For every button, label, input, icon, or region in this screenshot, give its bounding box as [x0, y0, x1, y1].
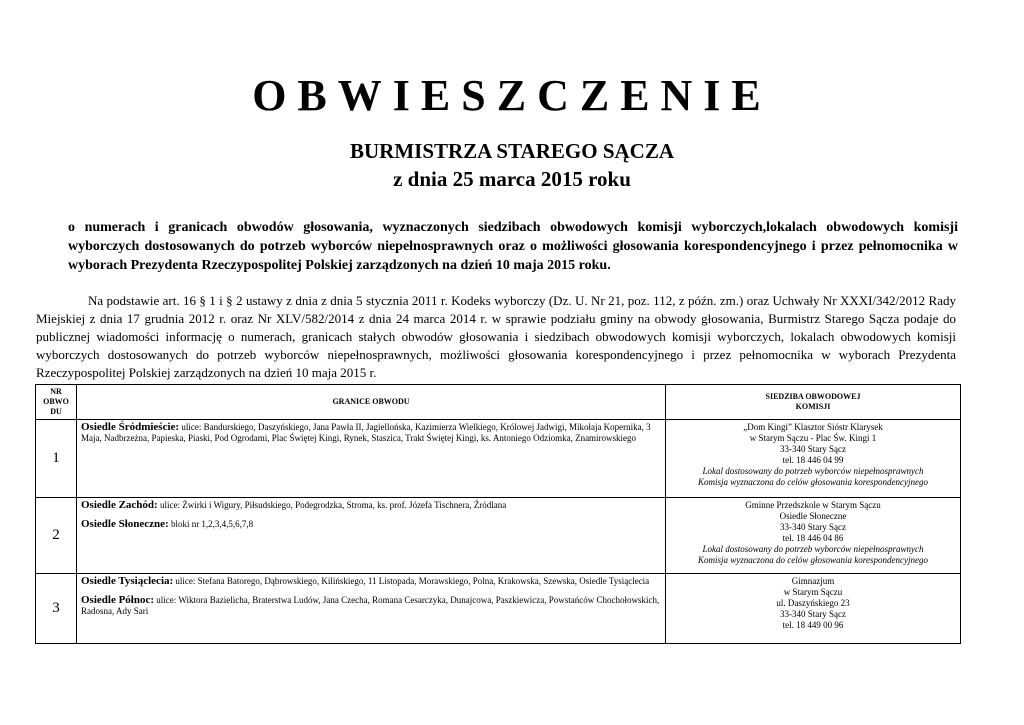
seat-line: w Starym Sączu - Plac Św. Kingi 1	[749, 433, 877, 443]
estate-name: Osiedle Słoneczne:	[81, 518, 169, 530]
seat-line: Gimnazjum	[791, 576, 835, 586]
seat-line: „Dom Kingi” Klasztor Sióstr Klarysek	[743, 422, 883, 432]
area	[81, 595, 661, 617]
seat-line: 33-340 Stary Sącz	[780, 609, 846, 619]
street-list: ulice: Stefana Batorego, Dąbrowskiego, Kilińskiego, 11 Listopada, Morawskiego, Polna, Krakowska, Szewska, Osiedle Tysiąclecia	[175, 576, 650, 586]
estate-name: Osiedle Północ:	[81, 594, 155, 606]
seat-line: tel. 18 446 04 99	[782, 455, 844, 465]
district-number: 1	[36, 420, 77, 498]
page-title: OBWIESZCZENIE	[252, 71, 772, 120]
date-heading: z dnia 25 marca 2015 roku	[393, 167, 631, 191]
table-header-row	[36, 385, 961, 420]
header-nr: NR OBWO DU	[36, 385, 77, 420]
seat-line: 33-340 Stary Sącz	[780, 522, 846, 532]
seat-line: tel. 18 446 04 86	[782, 533, 844, 543]
street-list: ulice: Żwirki i Wigury, Piłsudskiego, Podegrodzka, Stroma, ks. prof. Józefa Tischnera, Źródlana	[159, 500, 507, 510]
accessibility-note: Lokal dostosowany do potrzeb wyborców niepełnosprawnych	[702, 544, 924, 554]
commission-seat	[666, 420, 961, 498]
postal-vote-note: Komisja wyznaczona do celów głosowania korespondencyjnego	[698, 477, 928, 487]
area	[81, 500, 661, 511]
seat-line: tel. 18 449 00 96	[782, 620, 844, 630]
legal-basis-text: Na podstawie art. 16 § 1 i § 2 ustawy z dnia z dnia 5 stycznia 2011 r. Kodeks wyborczy (Dz. U. Nr 21, poz. 112, z późn. zm.) oraz Uchwały Nr XXXI/342/2012 Rady Miejskiej z dnia 17 grudnia 2012 r. oraz Nr XLV/582/2014 z dnia 24 marca 2014 r. w sprawie podziału gminy na obwody głosowania, Burmistrz Starego Sącza podaje do publicznej wiadomości informację o numerach, granicach stałych obwodów głosowania i siedzibach obwodowych komisji wyborczych, lokalach obwodowych komisji wyborczych dostosowanych do potrzeb wyborców niepełnosprawnych, możliwości głosowania korespondencyjnego i przez pełnomocnika w wyborach Prezydenta Rzeczypospolitej Polskiej zarządzonych na dzień 10 maja 2015 r.	[36, 293, 956, 380]
table-row	[36, 420, 961, 498]
seat-line: Osiedle Słoneczne	[779, 511, 847, 521]
estate-name: Osiedle Śródmieście:	[81, 421, 180, 433]
street-list: ulice: Bandurskiego, Daszyńskiego, Jana Pawła II, Jagiellońska, Kazimierza Wielkiego, Królowej Jadwigi, Mikołaja Kopernika, 3 Maja, Nadbrzeżna, Papieska, Piaski, Pod Ogrodami, Plac Świętej Kingi, Rynek, Staszica, Trakt Świętej Kingi, ks. Antoniego Odziomka, Znamirowskiego	[81, 422, 651, 443]
district-bounds	[77, 420, 666, 498]
header-seat	[666, 385, 961, 420]
seat-line: 33-340 Stary Sącz	[780, 444, 846, 454]
seat-line: Gminne Przedszkole w Starym Sączu	[745, 500, 881, 510]
district-number: 2	[36, 498, 77, 574]
seat-line: ul. Daszyńskiego 23	[776, 598, 850, 608]
header-seat-line2: KOMISJI	[795, 402, 831, 411]
estate-name: Osiedle Zachód:	[81, 499, 158, 511]
area	[81, 519, 661, 530]
seat-line: w Starym Sączu	[783, 587, 843, 597]
street-list: ulice: Wiktora Bazielicha, Braterstwa Ludów, Jana Czecha, Romana Cesarczyka, Dunajcowa, Paszkiewicza, Powstańców Chochołowskich, Radosna, Ady Sari	[81, 595, 660, 616]
authority-heading: BURMISTRZA STAREGO SĄCZA	[349, 139, 674, 163]
district-bounds	[77, 574, 666, 644]
commission-seat	[666, 574, 961, 644]
commission-seat	[666, 498, 961, 574]
estate-name: Osiedle Tysiąclecia:	[81, 575, 174, 587]
districts-table	[35, 384, 961, 644]
table-row	[36, 574, 961, 644]
subject-paragraph: o numerach i granicach obwodów głosowania, wyznaczonych siedzibach obwodowych komisji wyborczych,lokalach obwodowych komisji wyborczych dostosowanych do potrzeb wyborców niepełnosprawnych oraz o możliwości głosowania korespondencyjnego i przez pełnomocnika w wyborach Prezydenta Rzeczypospolitej Polskiej zarządzonych na dzień 10 maja 2015 roku.	[68, 220, 958, 273]
accessibility-note: Lokal dostosowany do potrzeb wyborców niepełnosprawnych	[702, 466, 924, 476]
street-list: bloki nr 1,2,3,4,5,6,7,8	[170, 519, 254, 529]
table-row	[36, 498, 961, 574]
district-number: 3	[36, 574, 77, 644]
header-bounds: GRANICE OBWODU	[77, 385, 666, 420]
area	[81, 576, 661, 587]
postal-vote-note: Komisja wyznaczona do celów głosowania korespondencyjnego	[698, 555, 928, 565]
legal-basis-paragraph	[36, 292, 956, 382]
district-bounds	[77, 498, 666, 574]
spacer	[81, 587, 661, 595]
header-seat-line1: SIEDZIBA OBWODOWEJ	[765, 392, 861, 401]
area	[81, 422, 661, 444]
